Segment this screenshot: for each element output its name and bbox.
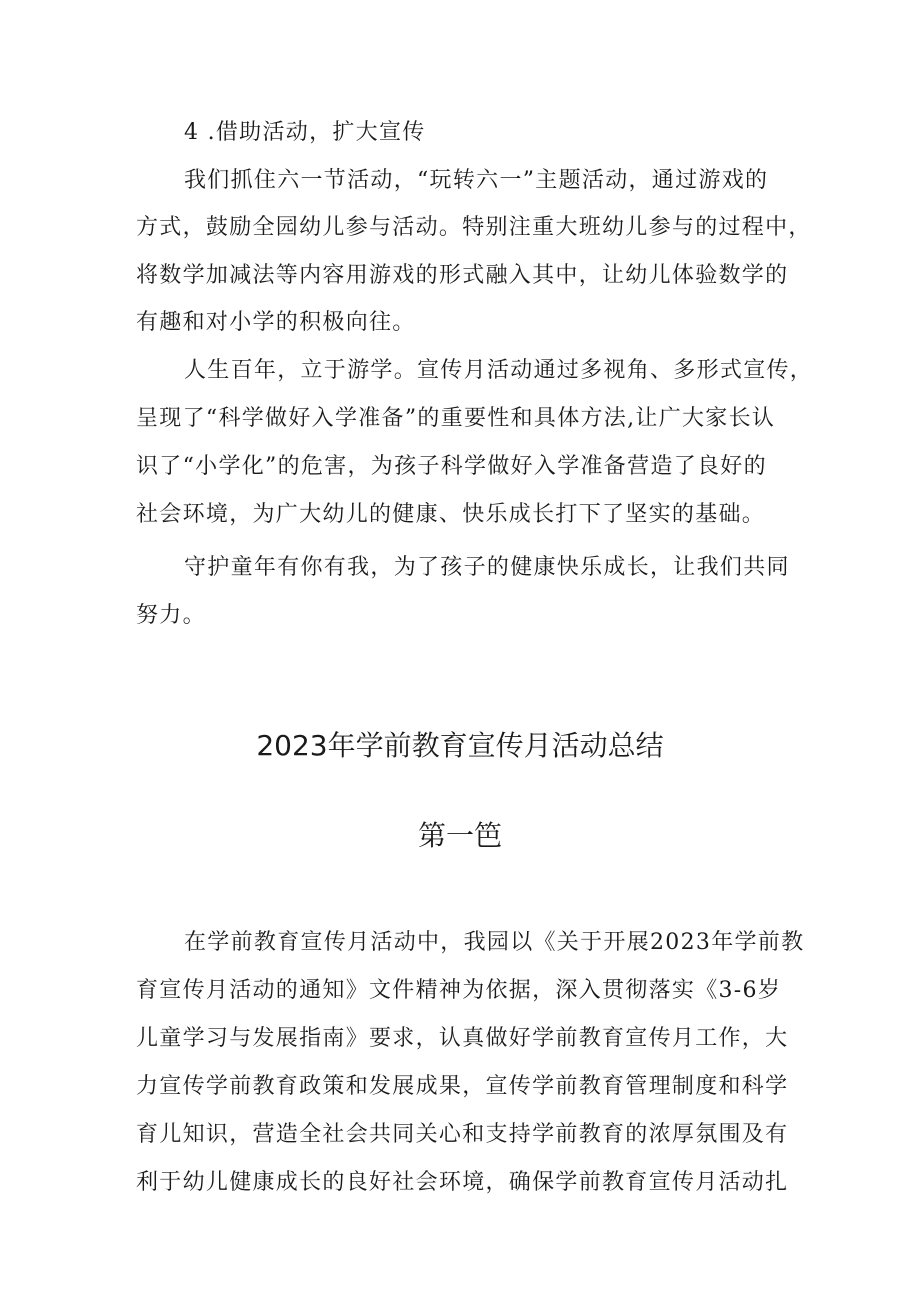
paragraph-line: 在学前教育宣传月活动中，我园以《关于开展2023年学前教 <box>184 930 805 955</box>
paragraph-line: 育宣传月活动的通知》文件精神为依据，深入贯彻落实《3-6岁 <box>136 978 782 1003</box>
paragraph-line: 育儿知识，营造全社会共同关心和支持学前教育的浓厚氛围及有 <box>136 1122 789 1147</box>
paragraph-line: 利于幼儿健康成长的良好社会环境，确保学前教育宣传月活动扎 <box>136 1170 789 1195</box>
paragraph-line: 守护童年有你有我，为了孩子的健康快乐成长，让我们共同 <box>184 555 790 580</box>
paragraph-line: 识了“小学化”的危害，为孩子科学做好入学准备营造了良好的 <box>136 454 767 479</box>
paragraph-line: 方式，鼓励全园幼儿参与活动。特别注重大班幼儿参与的过程中， <box>136 215 812 240</box>
paragraph-line: 呈现了“科学做好入学准备”的重要性和具体方法,让广大家长认 <box>136 406 776 431</box>
paragraph-line: 有趣和对小学的积极向往。 <box>136 310 416 335</box>
paragraph-line: 人生百年，立于游学。宣传月活动通过多视角、多形式宣传， <box>184 358 814 383</box>
paragraph-line: 儿童学习与发展指南》要求，认真做好学前教育宣传月工作，大 <box>136 1026 789 1051</box>
paragraph-line: 我们抓住六一节活动，“玩转六一”主题活动，通过游戏的 <box>184 168 769 193</box>
paragraph-line: 努力。 <box>136 603 206 628</box>
paragraph-line: 将数学加减法等内容用游戏的形式融入其中，让幼儿体验数学的 <box>136 263 789 288</box>
section-heading: 4 .借助活动，扩大宣传 <box>184 120 426 145</box>
article-subtitle: 第一笆 <box>417 819 502 852</box>
paragraph-line: 社会环境，为广大幼儿的健康、快乐成长打下了坚实的基础。 <box>136 502 766 527</box>
paragraph-line: 力宣传学前教育政策和发展成果，宣传学前教育管理制度和科学 <box>136 1074 789 1099</box>
article-title: 2023年学前教育宣传月活动总结 <box>256 729 664 762</box>
